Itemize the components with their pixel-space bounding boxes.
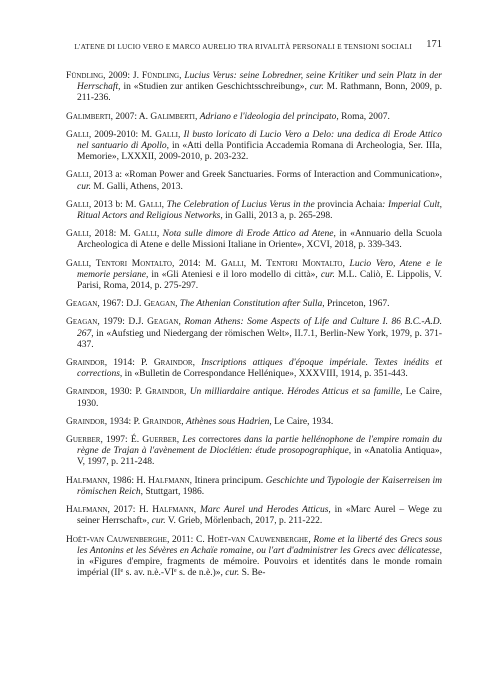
entry-key: Geagan xyxy=(66,299,98,310)
entry-key: Galli xyxy=(66,229,89,240)
entry-key: Fündling xyxy=(66,71,104,81)
bib-entry: Galli, 2018: M. Galli, Nota sulle dimore di Erode Attico ad Atene, in «Annuario della Scuola Archeologica di Atene e delle Missioni Italiane in Oriente», XCVI, 2018, p. 339-343. xyxy=(66,229,443,251)
entry-key: Guerber xyxy=(66,435,101,446)
entry-key: Galli xyxy=(66,129,89,140)
bib-entry: Halfmann, 2017: H. Halfmann, Marc Aurel und Herodes Atticus, in «Marc Aurel – Wege zu seiner Herrschaft», cur. V. Grieb, Mörlenbach, 2017, p. 211-222. xyxy=(66,505,443,527)
entry-key: Geagan xyxy=(66,317,98,328)
bib-entry: Galli, 2013 b: M. Galli, The Celebration of Lucius Verus in the provincia Achaia: Imperial Cult, Ritual Actors and Religious Networks, in Galli, 2013 a, p. 265-298. xyxy=(66,199,442,222)
entry-key: Galli xyxy=(66,170,89,181)
entry-key: Galimberti xyxy=(66,111,111,122)
page-number: 171 xyxy=(426,39,442,50)
bib-entry: Galimberti, 2007: A. Galimberti, Adriano e l'ideologia del principato, Roma, 2007. xyxy=(66,111,390,122)
bib-entry: Galli, 2009-2010: M. Galli, Il busto loricato di Lucio Vero a Delo: una dedica di Erode Attico nel santuario di Apollo, in «Atti della Pontificia Accademia Romana di Archeologia, Ser. IIIa, Memorie», LXXXII, 2009-2010, p. 203-232. xyxy=(66,129,442,163)
bib-entry: Geagan, 1979: D.J. Geagan, Roman Athens: Some Aspects of Life and Culture I. 86 B.C.-A.D. 267, in «Aufstieg und Niedergang der römischen Welt», II.7.1, Berlin-New York, 1979, p. 371-437. xyxy=(66,317,442,350)
bib-entry: Graindor, 1914: P. Graindor, Inscriptions attiques d'époque impériale. Textes inédits et corrections, in «Bulletin de Correspondance Hellénique», XXXVIII, 1914, p. 351-443. xyxy=(66,358,442,380)
bib-entry: Graindor, 1934: P. Graindor, Athènes sous Hadrien, Le Caire, 1934. xyxy=(66,416,334,427)
entry-key: Halfmann xyxy=(66,475,108,486)
bib-entry: Graindor, 1930: P. Graindor, Un milliardaire antique. Hérodes Atticus et sa famille, Le Caire, 1930. xyxy=(66,387,443,409)
bib-entry: Galli, Tentori Montalto, 2014: M. Galli, M. Tentori Montalto, Lucio Vero, Atene e le memorie persiane, in «Gli Ateniesi e il loro modello di città», cur. M.L. Caliò, E. Lippolis, V. Parisi, Roma, 2014, p. 275-297. xyxy=(66,258,442,292)
entry-key: Halfmann xyxy=(66,505,108,516)
bib-entry: Hoët-van Cauwenberghe, 2011: C. Hoët-van Cauwenberghe, Rome et la liberté des Grecs sous les Antonins et les Sévères en Achaïe romaine, ou l'art d'administrer les Grecs avec délicatesse, in «Figures d'empire, fragments de mémoire. Pouvoirs et identités dans le monde romain impérial (IIe s. av. n.è.-VIe s. de n.è.)», cur. S. Be- xyxy=(66,534,443,579)
entry-key: Graindor xyxy=(66,387,105,398)
entry-key: Galli, Tentori Montalto xyxy=(66,258,172,269)
bib-entry: Galli, 2013 a: «Roman Power and Greek Sanctuaries. Forms of Interaction and Communication», cur. M. Galli, Athens, 2013. xyxy=(66,170,442,192)
bib-entry: Halfmann, 1986: H. Halfmann, Itinera principum. Geschichte und Typologie der Kaiserreisen im römischen Reich, Stuttgart, 1986. xyxy=(66,475,443,497)
running-head: L'ATENE DI LUCIO VERO E MARCO AURELIO TRA RIVALITÀ PERSONALI E TENSIONI SOCIALI xyxy=(74,42,412,51)
entry-key: Galli xyxy=(66,199,89,210)
bib-entry: Guerber, 1997: É. Guerber, Les correctores dans la partie hellénophone de l'empire romain du règne de Trajan à l'avènement de Dioclétien: étude prosopographique, in «Anatolia Antiqua», V, 1997, p. 211-248. xyxy=(66,435,443,468)
bib-entry: Geagan, 1967: D.J. Geagan, The Athenian Constitution after Sulla, Princeton, 1967. xyxy=(66,299,390,310)
entry-key: Graindor xyxy=(66,358,105,369)
entry-key: Graindor xyxy=(66,416,105,427)
bib-entry: Fündling, 2009: J. Fündling, Lucius Verus: seine Lobredner, seine Kritiker und sein Platz in der Herrschaft, in «Studien zur antiken Geschichtsschreibung», cur. M. Rathmann, Bonn, 2009, p. 211-236. xyxy=(66,71,442,104)
bibliography-list xyxy=(66,71,442,586)
entry-key: Hoët-van Cauwenberghe xyxy=(66,534,167,545)
